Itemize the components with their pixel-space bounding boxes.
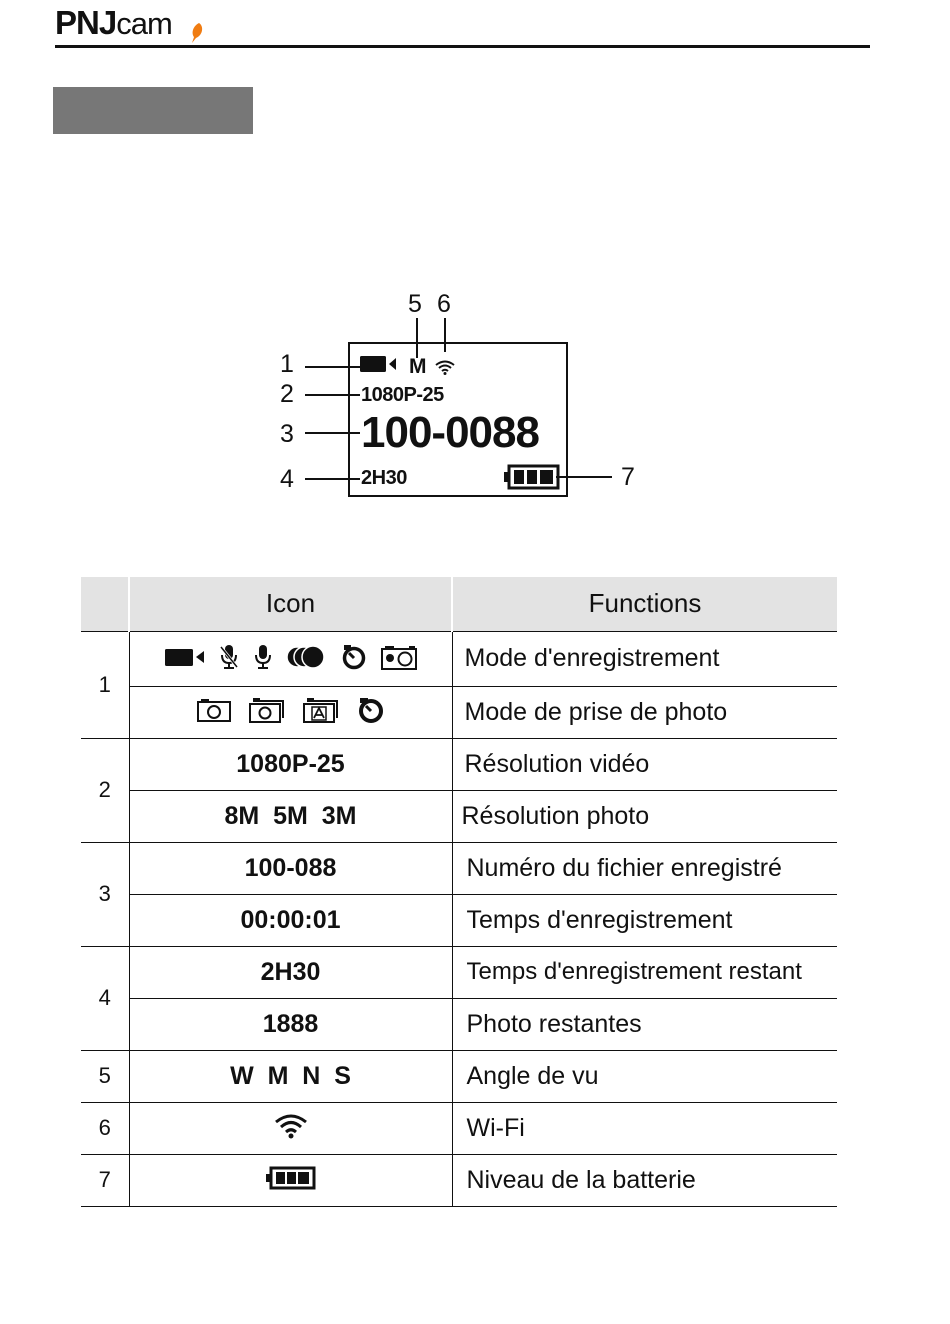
microphone-muted-icon <box>219 644 239 670</box>
table-row <box>81 1102 837 1154</box>
section-tab <box>53 87 253 134</box>
table-row <box>81 842 837 894</box>
icon-cell <box>129 1102 452 1154</box>
lcd-resolution: 1080P-25 <box>361 384 444 406</box>
callout-3: 3 <box>280 420 294 448</box>
lcd-wifi-icon <box>434 359 456 375</box>
row-number: 4 <box>81 946 129 1050</box>
function-label: Mode d'enregistrement <box>452 631 837 686</box>
callout-4: 4 <box>280 465 294 493</box>
function-label: Résolution vidéo <box>452 738 837 790</box>
row-number: 6 <box>81 1102 129 1154</box>
photo-mode-icons <box>129 686 452 738</box>
table-row <box>81 1050 837 1102</box>
callout-6: 6 <box>437 290 451 318</box>
value-cell: 00:00:01 <box>129 894 452 946</box>
function-label: Photo restantes <box>452 998 837 1050</box>
row-number: 3 <box>81 842 129 946</box>
video-camera-icon <box>360 354 398 374</box>
table-row <box>81 790 837 842</box>
table-row <box>81 631 837 686</box>
callout-1: 1 <box>280 350 294 378</box>
function-label: Temps d'enregistrement <box>452 894 837 946</box>
lcd-file-number: 100-0088 <box>361 408 539 457</box>
table-row <box>81 686 837 738</box>
header-functions: Functions <box>452 577 837 631</box>
auto-camera-icon <box>303 697 339 723</box>
function-label: Mode de prise de photo <box>452 686 837 738</box>
row-number: 2 <box>81 738 129 842</box>
row-number: 7 <box>81 1154 129 1206</box>
logo-main-text: PNJ <box>55 4 117 41</box>
camera-timer-icon <box>381 644 417 670</box>
value-cell: 100-088 <box>129 842 452 894</box>
callout-7: 7 <box>621 463 635 491</box>
lcd-battery-icon <box>504 464 560 490</box>
burst-circles-icon <box>287 645 327 669</box>
callout-5: 5 <box>408 290 422 318</box>
function-label: Résolution photo <box>452 790 837 842</box>
row-number: 5 <box>81 1050 129 1102</box>
header-number-cell <box>81 577 129 631</box>
self-timer-icon <box>341 644 367 670</box>
value-cell: 1888 <box>129 998 452 1050</box>
leaf-icon <box>190 22 204 44</box>
lcd-remaining-time: 2H30 <box>361 467 407 489</box>
wifi-icon <box>274 1113 308 1139</box>
timer-icon <box>357 697 385 723</box>
table-row <box>81 894 837 946</box>
table-header-row <box>81 577 837 631</box>
lcd-screen <box>348 342 568 497</box>
microphone-icon <box>253 644 273 670</box>
value-cell: 1080P-25 <box>129 738 452 790</box>
photo-camera-icon <box>197 698 231 722</box>
icon-cell <box>129 1154 452 1206</box>
function-label: Temps d'enregistrement restant <box>452 946 837 998</box>
header-icon: Icon <box>129 577 452 631</box>
header-divider <box>55 45 870 48</box>
function-label: Niveau de la batterie <box>452 1154 837 1206</box>
lcd-angle: M <box>409 355 426 378</box>
video-camera-icon <box>165 646 205 668</box>
table-row <box>81 998 837 1050</box>
icon-function-table <box>81 577 837 1207</box>
logo-sub-text: cam <box>116 6 172 41</box>
table-row <box>81 1154 837 1206</box>
value-cell: 2H30 <box>129 946 452 998</box>
function-label: Wi-Fi <box>452 1102 837 1154</box>
burst-camera-icon <box>249 697 285 723</box>
row-number: 1 <box>81 631 129 738</box>
recording-mode-icons <box>129 631 452 686</box>
function-label: Angle de vu <box>452 1050 837 1102</box>
function-label: Numéro du fichier enregistré <box>452 842 837 894</box>
battery-icon <box>266 1166 316 1190</box>
table-row <box>81 946 837 998</box>
brand-logo <box>55 4 172 48</box>
table-row <box>81 738 837 790</box>
value-cell: 8M 5M 3M <box>129 790 452 842</box>
value-cell: W M N S <box>129 1050 452 1102</box>
callout-2: 2 <box>280 380 294 408</box>
